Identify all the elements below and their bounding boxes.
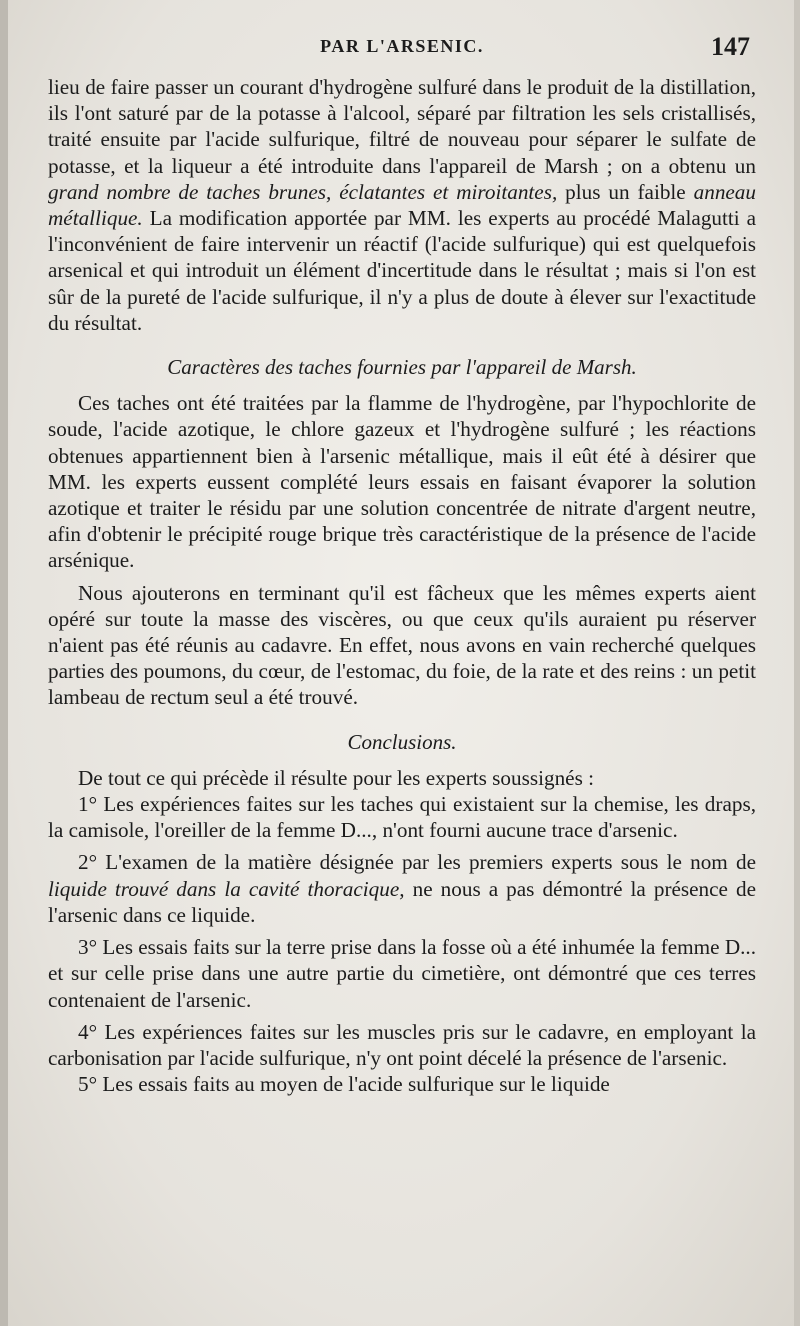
italic-phrase: liquide trouvé dans la cavité thoracique, [48,876,405,901]
paragraph-text: La modification apportée par MM. les experts au procédé Malagutti a l'inconvénient de faire intervenir un réactif (l'acide sulfurique) qui est quelquefois arsenical et qui introduit un élément d'incertitude dans le résultat ; mais si l'on est sûr de la pureté de l'acide sulfurique, il n'y a plus de doute à élever sur l'exactitude du résultat. [48,206,756,335]
paragraph-text: 2° L'examen de la matière désignée par les premiers experts sous le nom de [78,850,756,875]
paragraph-text: ne nous a pas démontré la présence de l'arsenic dans ce liquide. [48,876,756,927]
conclusion-item [48,849,756,928]
paragraph-text: lieu de faire passer un courant d'hydrogène sulfuré dans le produit de la distillation, ils l'ont saturé par de la potasse à l'alcool, séparé par filtration les sels cristallisés, traité ensuite par l'acide sulfurique, filtré de nouveau pour séparer le sulfate de potasse, et la liqueur a été introduite dans l'appareil de Marsh ; on a obtenu un [48,75,756,178]
italic-phrase: grand nombre de taches brunes, éclatantes et miroitantes, [48,179,558,204]
paragraph: Ces taches ont été traitées par la flamme de l'hydrogène, par l'hypochlorite de soude, l'acide azotique, le chlore gazeux et l'hydrogène sulfuré ; les réactions obtenues appartiennent bien à l'arsenic métallique, mais il eût été à désirer que MM. les experts eussent complété leurs essais en faisant évaporer la solution azotique et traiter le résidu par une solution concentrée de nitrate d'argent neutre, afin d'obtenir le précipité rouge brique très caractéristique de la présence de l'acide arsénique. [48,391,756,573]
italic-phrase: anneau métallique. [48,179,756,231]
section-heading: Caractères des taches fournies par l'appareil de Marsh. [167,355,637,380]
conclusion-item: 3° Les essais faits sur la terre prise dans la fosse où a été inhumée la femme D... et sur celle prise dans une autre partie du cimetière, ont démontré que ces terres contenaient de l'arsenic. [48,935,757,1012]
paragraph-continued [48,74,756,336]
page-shadow-left [0,0,8,1326]
page-body [48,74,756,1097]
paragraph: De tout ce qui précède il résulte pour les experts soussignés : [78,765,595,790]
running-head: PAR L'ARSENIC. [320,36,484,56]
page-header [48,32,756,68]
conclusion-item: 5° Les essais faits au moyen de l'acide sulfurique sur le liquide [78,1072,610,1097]
section-heading: Conclusions. [347,729,457,754]
conclusion-item: 1° Les expériences faites sur les taches qui existaient sur la chemise, les draps, la camisole, l'oreiller de la femme D..., n'ont fourni aucune trace d'arsenic. [48,792,756,843]
page-shadow-right [794,0,800,1326]
paragraph-text: plus un faible [557,179,694,204]
conclusion-item: 4° Les expériences faites sur les muscles pris sur le cadavre, en employant la carbonisation par l'acide sulfurique, n'y ont point décelé la présence de l'arsenic. [48,1019,756,1070]
page-number: 147 [711,32,750,61]
paragraph: Nous ajouterons en terminant qu'il est fâcheux que les mêmes experts aient opéré sur toute la masse des viscères, ou que ceux qu'ils auraient pu réserver n'aient pas été réunis au cadavre. En effet, nous avons en vain recherché quelques parties des poumons, du cœur, de l'estomac, du foie, de la rate et des reins : un petit lambeau de rectum seul a été trouvé. [48,580,756,710]
